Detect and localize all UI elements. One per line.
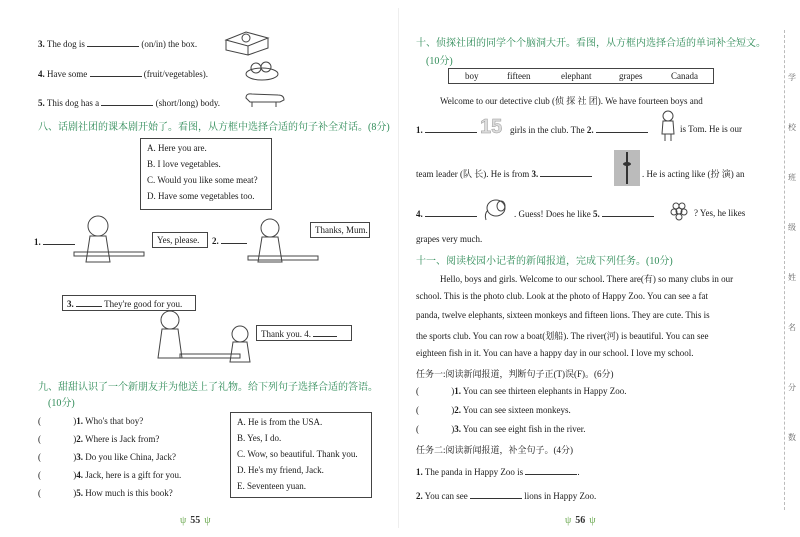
passage-line: Hello, boys and girls. Welcome to our school. There are(有) so many clubs in our <box>440 274 734 284</box>
cut-line <box>784 30 785 510</box>
speech-bubble-4: Thank you. 4. <box>256 325 352 341</box>
q4: 4. Have some (fruit/vegetables). <box>38 69 208 79</box>
passage-line: eighteen fish in it. You can have a happy day in our school. I love my school. <box>416 348 694 358</box>
section-8-title: 八、话剧社团的课本剧开始了。看图，从方框中选择合适的句子补全对话。(8分) <box>38 122 390 133</box>
dialog-1: 1. <box>34 236 75 247</box>
blank[interactable] <box>87 38 139 47</box>
option: B. I love vegetables. <box>147 159 221 169</box>
blank[interactable] <box>101 97 153 106</box>
side-label: 学 <box>788 73 796 82</box>
page-number-left: ψ 55 ψ <box>180 515 211 526</box>
blank[interactable] <box>313 328 337 337</box>
grass-icon: ψ <box>180 515 187 526</box>
side-label: 校 <box>788 123 796 132</box>
section-9-score: (10分) <box>48 398 75 409</box>
svg-text:15: 15 <box>480 116 503 138</box>
section-11-title: 十一、阅读校园小记者的新闻报道，完成下列任务。(10分) <box>416 256 673 267</box>
blank[interactable] <box>540 168 592 177</box>
speech-bubble-2: Thanks, Mum. <box>310 222 370 238</box>
word: boy <box>465 71 479 81</box>
page-divider <box>398 8 399 528</box>
option: A. He is from the USA. <box>237 417 323 427</box>
dog-in-box-picture <box>222 28 272 56</box>
section-10-score: (10分) <box>426 56 453 67</box>
section-10-title: 十、侦探社团的同学个个脑洞大开。看图，从方框内选择合适的单词补全短文。 <box>416 38 766 49</box>
option: E. Seventeen yuan. <box>237 481 306 491</box>
fill-row: 1. The panda in Happy Zoo is . <box>416 467 580 477</box>
vegetables-picture <box>244 58 280 82</box>
grass-icon: ψ <box>204 515 211 526</box>
question-row: ( )2. Where is Jack from? <box>38 434 160 444</box>
blank[interactable] <box>221 235 247 244</box>
option: D. He's my friend, Jack. <box>237 465 324 475</box>
blank[interactable] <box>90 68 142 77</box>
blank[interactable] <box>43 236 75 245</box>
side-label: 姓 <box>788 273 796 282</box>
side-label: 数 <box>788 433 796 442</box>
number-15-picture <box>478 114 506 138</box>
word: fifteen <box>507 71 531 81</box>
option: C. Wow, so beautiful. Thank you. <box>237 449 358 459</box>
blank[interactable] <box>596 124 648 133</box>
q3: 3. The dog is (on/in) the box. <box>38 39 198 49</box>
side-label: 班 <box>788 173 796 182</box>
passage-line: Welcome to our detective club (侦 探 社 团). We have fourteen boys and <box>440 96 703 106</box>
elephant-picture <box>482 196 508 222</box>
dialog-2: 2. <box>212 235 247 246</box>
page-number-right: ψ 56 ψ <box>565 515 596 526</box>
side-label: 名 <box>788 323 796 332</box>
mother-and-child-picture <box>140 306 260 368</box>
word: grapes <box>619 71 643 81</box>
speech-bubble-1: Yes, please. <box>152 232 208 248</box>
right-page: 十、侦探社团的同学个个脑洞大开。看图，从方框内选择合适的单词补全短文。 (10分) boy fifteen elephant grapes Canada Welcome to our detective club (侦 探 社 团). We have fourteen boys and 1. 15 girls in the club. The 2. is Tom. He is our team leader (队 长). He is from 3. . He is acting like (扮 演) an 4. . Guess! Does he like 5. ? Yes, he likes grapes very much. 十一、阅读校园小记者的新闻报道，完成下列任务。(10分) Hello, boys and girls. Welcome to our school. There are(有) so many clubs in our school. This is the photo club. Look at the photo of Happy Zoo. You can see a fat panda, twelve elephants, sixteen monkeys and fifteen lions. They are cute. This is the sports club. You can row a boat(划船). The river(河) is beautiful. You can see eighteen fish in it. You can have a happy day in our school. I love my school. 任务一:阅读新闻报道，判断句子正(T)误(F)。(6分) ( )1. You can see thirteen elephants in Happy Zoo. ( )2. You can see sixteen monkeys. ( )3. You can see eight fish in the river. 任务二:阅读新闻报道，补全句子。(4分) 1. The panda in Happy Zoo is . 2. You can see lions in Happy Zoo. ψ 56 ψ <box>400 0 800 537</box>
word-box <box>448 68 714 84</box>
blank[interactable] <box>76 298 102 307</box>
cn-tower-picture <box>614 150 640 186</box>
blank[interactable] <box>425 124 477 133</box>
task-1-title: 任务一:阅读新闻报道，判断句子正(T)误(F)。(6分) <box>416 369 614 379</box>
option: C. Would you like some meat? <box>147 175 258 185</box>
question-row: ( )4. Jack, here is a gift for you. <box>38 470 182 480</box>
question-row: ( )5. How much is this book? <box>38 488 173 498</box>
question-row: ( )3. Do you like China, Jack? <box>38 452 176 462</box>
tf-row: ( )2. You can see sixteen monkeys. <box>416 405 571 415</box>
boy-at-table-picture <box>70 212 150 272</box>
passage-line: panda, twelve elephants, sixteen monkeys and fifteen lions. They are cute. This is <box>416 310 710 320</box>
word: Canada <box>671 71 698 81</box>
speech-bubble-3: 3. They're good for you. <box>62 295 196 311</box>
blank[interactable] <box>425 208 477 217</box>
boy-picture <box>658 110 678 142</box>
grass-icon: ψ <box>589 515 596 526</box>
word: elephant <box>561 71 592 81</box>
side-label: 分 <box>788 383 796 392</box>
blank[interactable] <box>470 490 522 499</box>
tf-row: ( )3. You can see eight fish in the river. <box>416 424 586 434</box>
passage-line: 1. <box>416 124 477 135</box>
section-9-title: 九、甜甜认识了一个新朋友并为他送上了礼物。给下列句子选择合适的答语。 <box>38 382 378 393</box>
options-box-8 <box>140 138 272 210</box>
passage-line: the sports club. You can row a boat(划船). The river(河) is beautiful. You can see <box>416 331 709 341</box>
option: D. Have some vegetables too. <box>147 191 255 201</box>
question-row: ( )1. Who's that boy? <box>38 416 144 426</box>
grapes-picture <box>668 198 690 224</box>
grass-icon: ψ <box>565 515 572 526</box>
option: B. Yes, I do. <box>237 433 282 443</box>
passage-line: school. This is the photo club. Look at the photo of Happy Zoo. You can see a fat <box>416 291 709 301</box>
fill-row: 2. You can see lions in Happy Zoo. <box>416 491 597 501</box>
blank[interactable] <box>602 208 654 217</box>
dog-picture <box>240 88 290 110</box>
q5: 5. This dog has a (short/long) body. <box>38 98 221 108</box>
task-2-title: 任务二:阅读新闻报道，补全句子。(4分) <box>416 445 573 455</box>
option: A. Here you are. <box>147 143 207 153</box>
family-kitchen-picture <box>240 212 330 272</box>
tf-row: ( )1. You can see thirteen elephants in Happy Zoo. <box>416 386 627 396</box>
blank[interactable] <box>525 466 577 475</box>
passage-line: grapes very much. <box>416 234 483 244</box>
options-box-9 <box>230 412 372 498</box>
side-label: 级 <box>788 223 796 232</box>
